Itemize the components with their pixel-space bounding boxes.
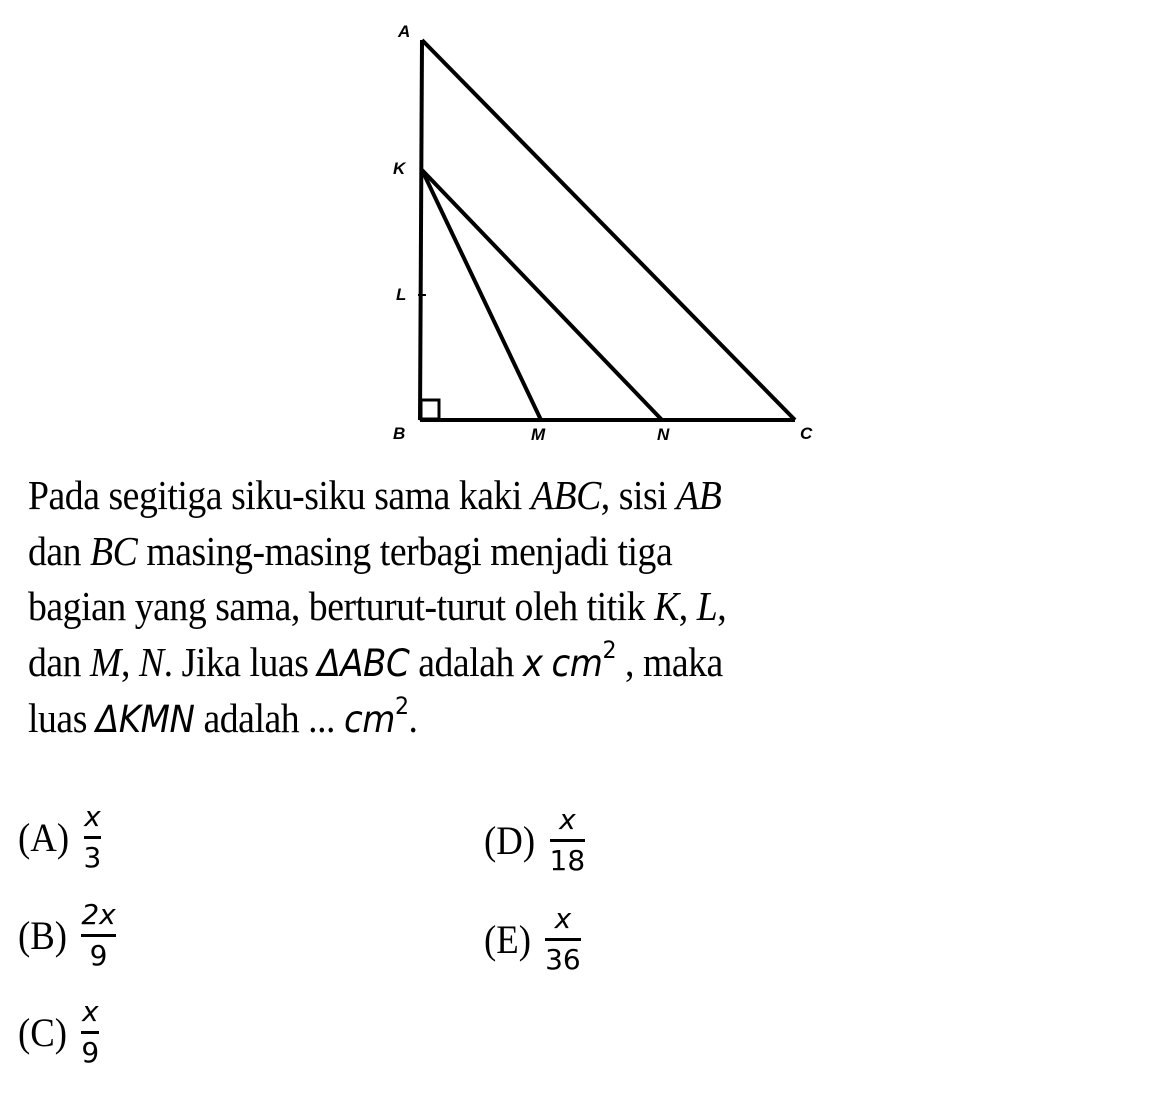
- option-c[interactable]: (C) $\frac{x}{9}$: [18, 995, 100, 1069]
- triangle-diagram: [0, 0, 1164, 460]
- label-n: N: [657, 425, 670, 444]
- label-l: L: [396, 285, 407, 304]
- triangle-kmn-symbol: ΔKMN: [95, 698, 195, 741]
- problem-line-1: Pada segitiga siku-siku sama kaki ABC, sisi AB: [28, 472, 722, 518]
- problem-line-5: luas ΔKMN adalah ... $cm^2$.: [28, 692, 418, 741]
- label-c: C: [800, 424, 813, 443]
- fraction: $\frac{x}{18}$: [549, 803, 586, 877]
- fraction: $\frac{x}{9}$: [81, 995, 100, 1069]
- right-angle-marker: [421, 400, 439, 419]
- label-a: A: [398, 22, 411, 41]
- fraction: $\frac{x}{3}$: [83, 800, 102, 874]
- label-b: B: [393, 424, 406, 443]
- fraction: $\frac{x}{36}$: [545, 902, 581, 976]
- fraction: $\frac{2x}{9}$: [81, 898, 116, 972]
- option-d[interactable]: (D) $\frac{x}{18}$: [484, 803, 586, 877]
- option-a[interactable]: (A) $\frac{x}{3}$: [18, 800, 102, 874]
- label-k: K: [393, 159, 406, 178]
- label-m: M: [531, 425, 546, 444]
- problem-line-2: dan BC masing-masing terbagi menjadi tiga: [28, 527, 673, 574]
- triangle-figure: [0, 0, 1164, 460]
- problem-line-3: bagian yang sama, berturut-turut oleh titik K, L,: [28, 583, 727, 629]
- segment-km: [422, 170, 541, 420]
- problem-line-4: dan M, N. Jika luas ΔABC adalah x $cm^2$ , maka: [28, 635, 723, 685]
- option-b[interactable]: (B) $\frac{2x}{9}$: [18, 898, 116, 972]
- option-e[interactable]: (E) $\frac{x}{36}$: [484, 902, 581, 976]
- problem-statement: [28, 468, 1058, 748]
- triangle-abc-symbol: ΔABC: [317, 641, 410, 685]
- segment-ab: [420, 40, 422, 420]
- segment-kn: [422, 170, 662, 420]
